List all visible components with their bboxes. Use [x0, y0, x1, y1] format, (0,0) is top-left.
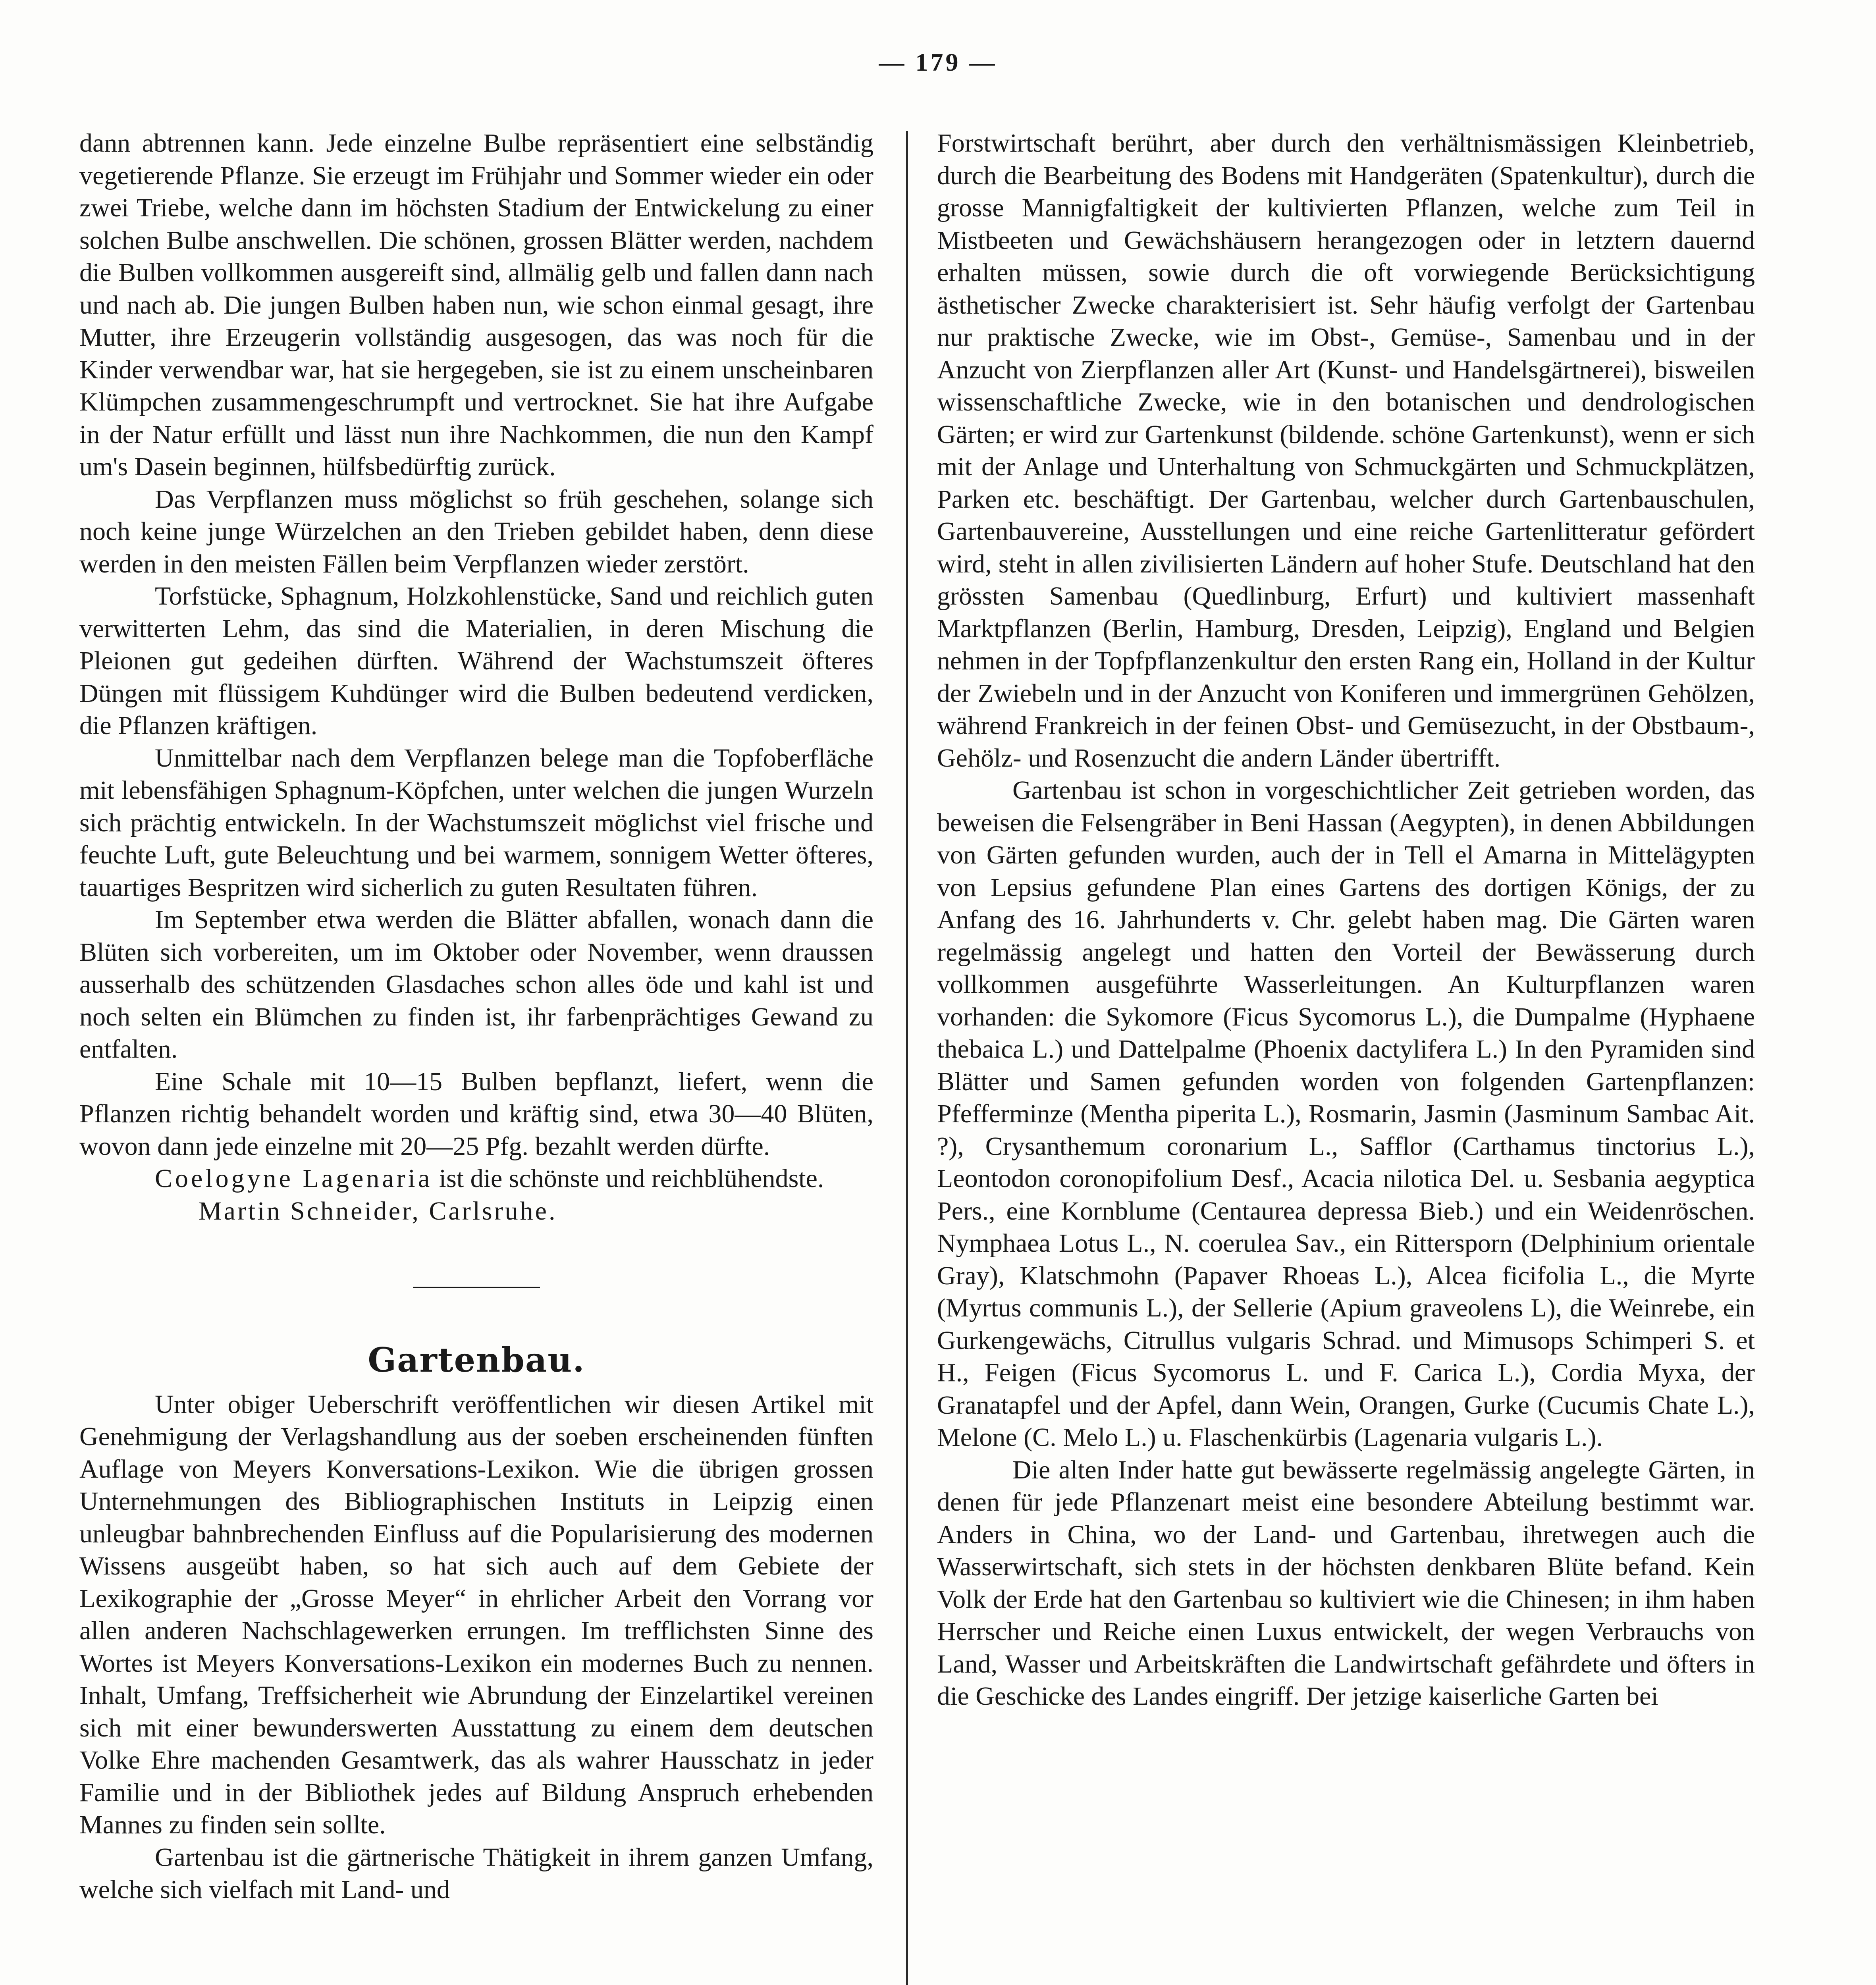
paragraph: Gartenbau ist schon in vorgeschichtlicher Zeit getrieben worden, das beweisen die Felsengräber in Beni Hassan (Aegypten), in denen Abbildungen von Gärten gefunden wurden, auch der in Tell el Amarna in Mittelägypten von Lepsius gefundene Plan eines Gartens des dortigen Königs, der zu Anfang des 16. Jahrhunderts v. Chr. gelebt haben mag. Die Gärten waren regelmässig angelegt und hatten den Vorteil der Bewässerung durch vollkommen ausgeführte Wasserleitungen. An Kulturpflanzen waren vorhanden: die Sykomore (Ficus Sycomorus L.), die Dumpalme (Hyphaene thebaica L.) und Dattelpalme (Phoenix dactylifera L.) In den Pyramiden sind Blätter und Samen gefunden worden von folgenden Gartenpflanzen: Pfefferminze (Mentha piperita L.), Rosmarin, Jasmin (Jasminum Sambac Ait. ?), Crysanthemum coronarium L., Safflor (Carthamus tinctorius L.), Leontodon coronopifolium Desf., Acacia nilotica Del. u. Sesbania aegyptica Pers., eine Kornblume (Centaurea depressa Bieb.) und ein Weidenröschen. Nymphaea Lotus L., N. coerulea Sav., ein Rittersporn (Delphinium orientale Gray), Klatschmohn (Papaver Rhoeas L.), Alcea ficifolia L., die Myrte (Myrtus communis L.), der Sellerie (Apium graveolens L), die Weinrebe, ein Gurkengewächs, Citrullus vulgaris Schrad. und Mimusops Schimperi S. et H., Feigen (Ficus Sycomorus L. und F. Carica L.), Cordia Myxa, der Granatapfel und der Apfel, dann Wein, Orangen, Gurke (Cucumis Chate L.), Melone (C. Melo L.) u. Flaschenkürbis (Lagenaria vulgaris L.). — [937, 776, 1755, 1452]
paragraph: Gartenbau ist die gärtnerische Thätigkeit in ihrem ganzen Umfang, welche sich vielfach mit Land- und — [79, 1842, 873, 1904]
author-signature: Martin Schneider, Carlsruhe. — [199, 1196, 557, 1226]
page-number: — 179 — — [879, 48, 997, 76]
closing-paragraph — [79, 1162, 873, 1227]
paragraph: Forstwirtschaft berührt, aber durch den verhältnismässigen Kleinbetrieb, durch die Bearbeitung des Bodens mit Handgeräten (Spatenkultur), durch die grosse Mannigfaltigkeit der kultivierten Pflanzen, welche zum Teil in Mistbeeten und Gewächshäusern herangezogen oder in letztern dauernd erhalten müssen, sowie durch die oft vorwiegende Berücksichtigung ästhetischer Zwecke charakterisiert ist. Sehr häufig verfolgt der Gartenbau nur praktische Zwecke, wie im Obst-, Gemüse-, Samenbau und in der Anzucht von Zierpflanzen aller Art (Kunst- und Handelsgärtnerei), bisweilen wissenschaftliche Zwecke, wie in den botanischen und dendrologischen Gärten; er wird zur Gartenkunst (bildende. schöne Gartenkunst), wenn er sich mit der Anlage und Unterhaltung von Schmuckgärten und Schmuckplätzen, Parken etc. beschäftigt. Der Gartenbau, welcher durch Gartenbauschulen, Gartenbauvereine, Ausstellungen und eine reiche Gartenlitteratur gefördert wird, steht in allen zivilisierten Ländern auf hoher Stufe. Deutschland hat den grössten Samenbau (Quedlinburg, Erfurt) und kultiviert massenhaft Marktpflanzen (Berlin, Hamburg, Dresden, Leipzig), England und Belgien nehmen in der Topfpflanzenkultur den ersten Rang ein, Holland in der Kultur der Zwiebeln und in der Anzucht von Koniferen und immergrünen Gehölzen, während Frankreich in der feinen Obst- und Gemüsezucht, in der Obstbaum-, Gehölz- und Rosenzucht die andern Länder übertrifft. — [937, 129, 1755, 773]
paragraph: Das Verpflanzen muss möglichst so früh geschehen, solange sich noch keine junge Würzelchen an den Trieben gebildet haben, denn diese werden in den meisten Fällen beim Verpflanzen wieder zerstört. — [79, 484, 873, 578]
section-divider — [413, 1287, 540, 1288]
paragraph: Unter obiger Ueberschrift veröffentlichen wir diesen Artikel mit Genehmigung der Verlagshandlung aus der soeben erscheinenden fünften Auflage von Meyers Konversations-Lexikon. Wie die übrigen grossen Unternehmungen des Bibliographischen Instituts in Leipzig einen unleugbar bahnbrechenden Einfluss auf die Popularisierung des modernen Wissens ausgeübt haben, so hat sich auch auf dem Gebiete der Lexikographie der „Grosse Meyer“ in ehrlicher Arbeit den Vorrang vor allen anderen Nachschlagewerken errungen. Im trefflichsten Sinne des Wortes ist Meyers Konversations-Lexikon ein modernes Buch zu nennen. Inhalt, Umfang, Treffsicherheit wie Abrundung der Einzelartikel vereinen sich mit einer bewunderswerten Ausstattung zu einem dem deutschen Volke Ehre machenden Gesamtwerk, das als wahrer Hausschatz in jeder Familie und in der Bibliothek jedes auf Bildung Anspruch erhebenden Mannes zu finden sein sollte. — [79, 1390, 873, 1839]
signature-line — [79, 1195, 873, 1228]
paragraph: Torfstücke, Sphagnum, Holzkohlenstücke, Sand und reichlich guten verwitterten Lehm, das sind die Materialien, in deren Mischung die Pleionen gut gedeihen dürften. Während der Wachstumszeit öfteres Düngen mit flüssigem Kuhdünger wird die Bulben bedeutend verdicken, die Pflanzen kräftigen. — [79, 582, 873, 740]
paragraph: Eine Schale mit 10—15 Bulben bepflanzt, liefert, wenn die Pflanzen richtig behandelt worden und kräftig sind, etwa 30—40 Blüten, wovon dann jede einzelne mit 20—25 Pfg. bezahlt werden dürfte. — [79, 1067, 873, 1161]
right-column — [937, 127, 1755, 1713]
paragraph: Im September etwa werden die Blätter abfallen, wonach dann die Blüten sich vorbereiten, um im Oktober oder November, wenn draussen ausserhalb des schützenden Glasdaches schon alles öde und kahl ist und noch selten ein Blümchen zu finden ist, ihr farbenprächtiges Gewand zu entfalten. — [79, 905, 873, 1064]
closing-text: ist die schönste und reichblühendste. — [432, 1164, 824, 1193]
column-divider — [906, 131, 908, 1985]
species-name: Coelogyne Lagenaria — [155, 1164, 433, 1193]
paragraph: Unmittelbar nach dem Verpflanzen belege man die Topfoberfläche mit lebensfähigen Sphagnum-Köpfchen, unter welchen die jungen Wurzeln sich prächtig entwickeln. In der Wachstumszeit möglichst viel frische und feuchte Luft, gute Beleuchtung und bei warmem, sonnigem Wetter öfteres, tauartiges Bespritzen wird sicherlich zu guten Resultaten führen. — [79, 743, 873, 902]
paragraph: Die alten Inder hatte gut bewässerte regelmässig angelegte Gärten, in denen für jede Pflanzenart meist eine besondere Abteilung bestimmt war. Anders in China, wo der Land- und Gartenbau, ihretwegen auch die Wasserwirtschaft, sich stets in der höchsten denkbaren Blüte befand. Kein Volk der Erde hat den Gartenbau so kultiviert wie die Chinesen; in ihm haben Herrscher und Reiche einen Luxus entwickelt, der wegen Verbrauchs von Land, Wasser und Arbeitskräften die Landwirtschaft gefährdete und öfters in die Geschicke des Landes eingriff. Der jetzige kaiserliche Garten bei — [937, 1455, 1755, 1711]
section-heading: Gartenbau. — [368, 1340, 585, 1380]
left-column — [79, 127, 873, 1906]
paragraph: dann abtrennen kann. Jede einzelne Bulbe repräsentiert eine selbständig vegetierende Pflanze. Sie erzeugt im Frühjahr und Sommer wieder ein oder zwei Triebe, welche dann im höchsten Stadium der Entwickelung zu einer solchen Bulbe anschwellen. Die schönen, grossen Blätter werden, nachdem die Bulben vollkommen ausgereift sind, allmälig gelb und fallen dann nach und nach ab. Die jungen Bulben haben nun, wie schon einmal gesagt, ihre Mutter, ihre Erzeugerin vollständig ausgesogen, das was noch für die Kinder verwendbar war, hat sie hergegeben, sie ist zu einem unscheinbaren Klümpchen zusammengeschrumpft und vertrocknet. Sie hat ihre Aufgabe in der Natur erfüllt und lässt nun ihre Nachkommen, die nun den Kampf um's Dasein beginnen, hülfsbedürftig zurück. — [79, 129, 873, 481]
